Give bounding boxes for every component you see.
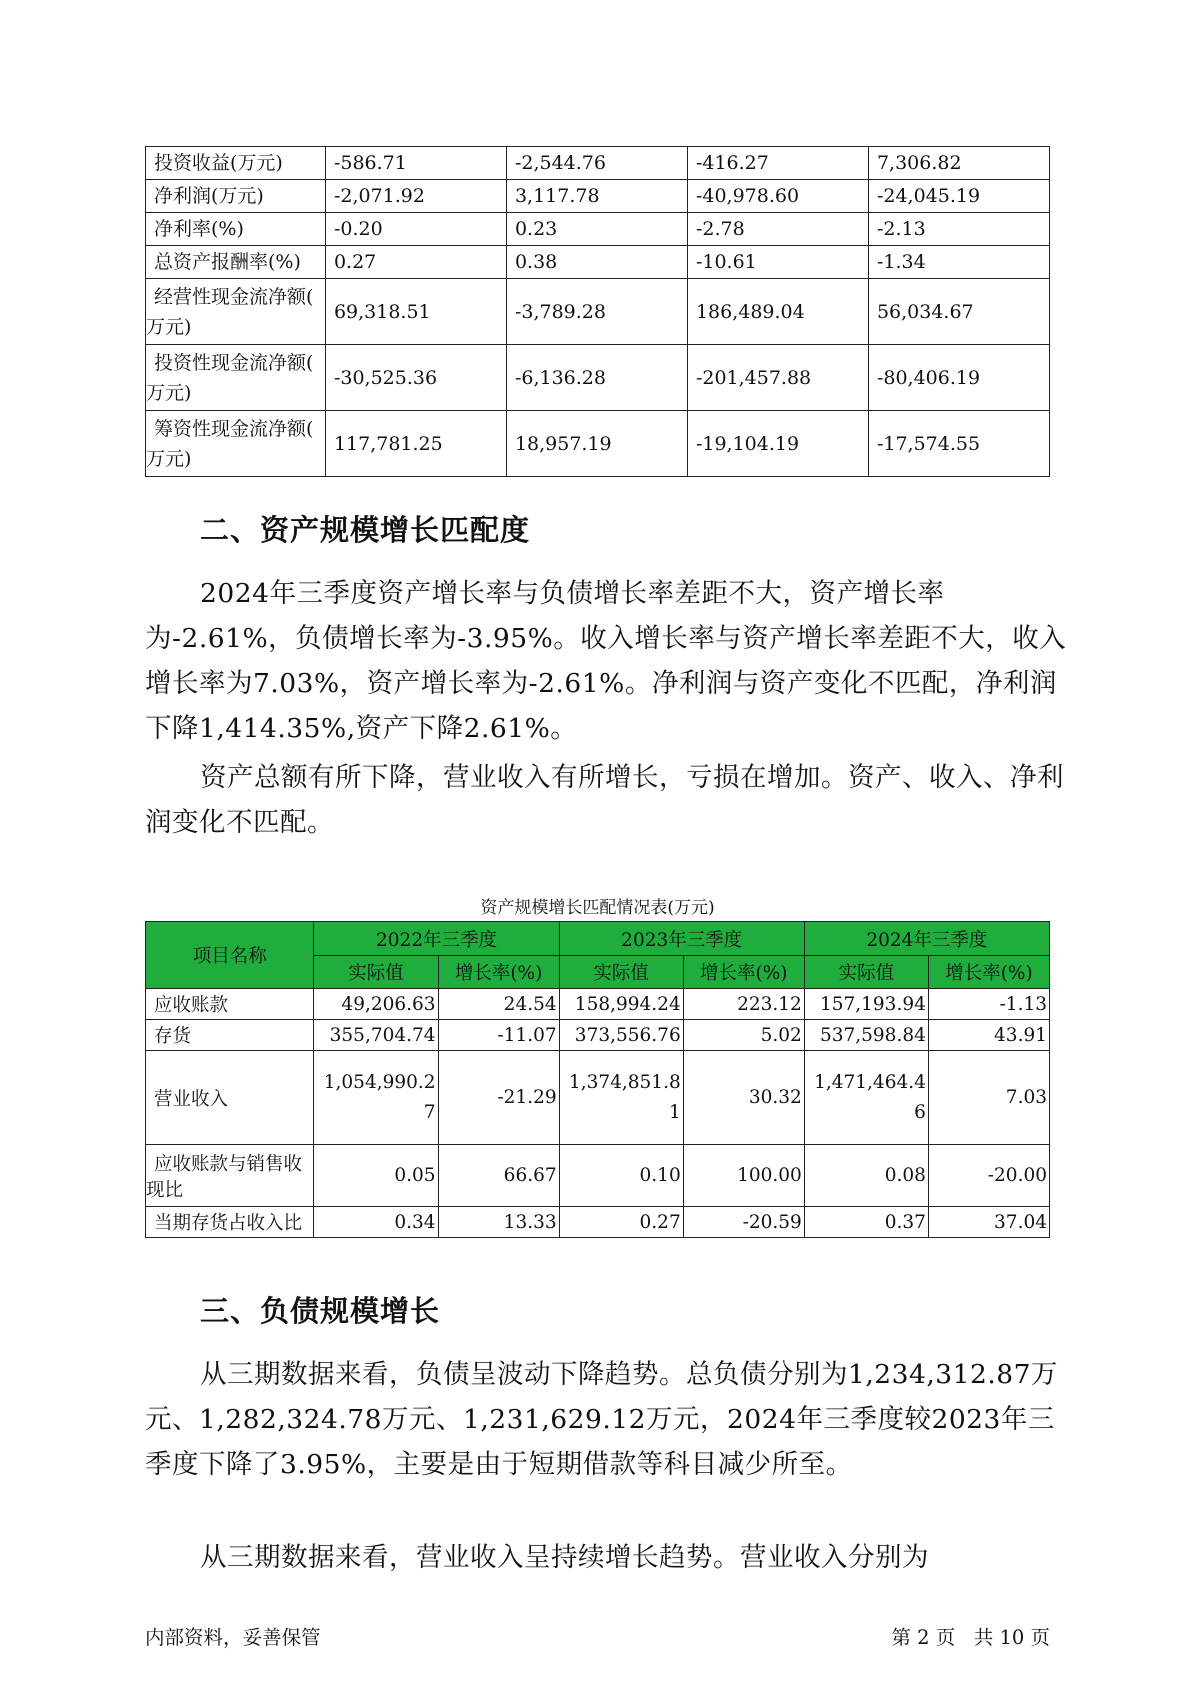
row-label-line2: 万元) [146,315,192,338]
value-cell: 69,318.51 [325,279,506,345]
value-cell: 56,034.67 [868,279,1049,345]
value-cell: -2.78 [687,213,868,246]
growth-rate-cell: -1.13 [928,989,1049,1020]
actual-value-cell: 158,994.24 [559,989,683,1020]
value-cell: -19,104.19 [687,411,868,477]
value-cell: -6,136.28 [506,345,687,411]
footer-page-number: 第 2 页 共 10 页 [891,1626,1050,1649]
value-cell: -3,789.28 [506,279,687,345]
paragraph-asset-growth-2: 资产总额有所下降，营业收入有所增长，亏损在增加。资产、收入、净利润变化不匹配。 [145,762,1064,838]
row-label: 当期存货占收入比 [146,1207,314,1238]
growth-rate-cell: -20.00 [928,1145,1049,1207]
row-label [146,1145,314,1207]
section-heading-asset-growth: 二、资产规模增长匹配度 [200,513,531,547]
value-cell: -416.27 [687,147,868,180]
value-cell: -24,045.19 [868,180,1049,213]
value-cell: -2,544.76 [506,147,687,180]
growth-rate-cell: 24.54 [438,989,559,1020]
table-row [146,345,1050,411]
actual-value-cell: 537,598.84 [804,1020,928,1051]
actual-value-cell: 0.08 [804,1145,928,1207]
growth-rate-cell: 13.33 [438,1207,559,1238]
asset-match-table [145,921,1050,1238]
header-period-2023: 2023年三季度 [559,922,804,956]
section-heading-liability-growth: 三、负债规模增长 [200,1294,441,1328]
row-label [146,411,326,477]
row-label [146,345,326,411]
header-growth: 增长率(%) [928,956,1049,989]
row-label-line1: 应收账款与销售收 [154,1153,303,1175]
actual-value-cell: 1,054,990.27 [314,1051,438,1145]
actual-value-cell: 0.10 [559,1145,683,1207]
table-row [146,989,1050,1020]
actual-value-cell: 373,556.76 [559,1020,683,1051]
value-cell: 7,306.82 [868,147,1049,180]
row-label: 营业收入 [146,1051,314,1145]
growth-rate-cell: -20.59 [683,1207,804,1238]
row-label: 应收账款 [146,989,314,1020]
row-label: 投资收益(万元) [146,147,326,180]
actual-value-cell: 0.34 [314,1207,438,1238]
actual-value-cell: 1,471,464.46 [804,1051,928,1145]
row-label-line2: 万元) [146,381,192,404]
value-cell: -201,457.88 [687,345,868,411]
actual-value-cell: 0.05 [314,1145,438,1207]
value-cell: -0.20 [325,213,506,246]
header-period-2022: 2022年三季度 [314,922,559,956]
growth-rate-cell: 5.02 [683,1020,804,1051]
table-row [146,1207,1050,1238]
actual-value-cell: 0.27 [559,1207,683,1238]
value-cell: -17,574.55 [868,411,1049,477]
row-label: 总资产报酬率(%) [146,246,326,279]
table-caption: 资产规模增长匹配情况表(万元) [480,898,715,918]
value-cell: 186,489.04 [687,279,868,345]
row-label-line2: 万元) [146,447,192,470]
value-cell: -30,525.36 [325,345,506,411]
value-cell: -80,406.19 [868,345,1049,411]
value-cell: -586.71 [325,147,506,180]
actual-value-cell: 0.37 [804,1207,928,1238]
value-cell: 3,117.78 [506,180,687,213]
paragraph-liability-growth-2: 从三期数据来看，营业收入呈持续增长趋势。营业收入分别为 [200,1542,929,1573]
paragraph-asset-growth-1: 2024年三季度资产增长率与负债增长率差距不大，资产增长率为-2.61%，负债增长率为-3.95%。收入增长率与资产增长率差距不大，收入增长率为7.03%，资产增长率为-2.61%。净利润与资产变化不匹配，净利润下降1,414.35%,资产下降2.61%。 [145,578,1067,744]
value-cell: -10.61 [687,246,868,279]
row-label-line1: 经营性现金流净额( [154,285,314,308]
table-row [146,180,1050,213]
actual-value-cell: 1,374,851.81 [559,1051,683,1145]
row-label-line2: 现比 [146,1179,184,1201]
growth-rate-cell: 66.67 [438,1145,559,1207]
value-cell: -1.34 [868,246,1049,279]
value-cell: 0.23 [506,213,687,246]
header-period-2024: 2024年三季度 [804,922,1049,956]
paragraph-liability-growth-1: 从三期数据来看，负债呈波动下降趋势。总负债分别为1,234,312.87万元、1,282,324.78万元、1,231,629.12万元，2024年三季度较2023年三季度下降了3.95%，主要是由于短期借款等科目减少所至。 [145,1359,1059,1480]
table-row [146,411,1050,477]
growth-rate-cell: 30.32 [683,1051,804,1145]
actual-value-cell: 49,206.63 [314,989,438,1020]
row-label [146,279,326,345]
growth-rate-cell: -11.07 [438,1020,559,1051]
table-row [146,1020,1050,1051]
row-label: 净利率(%) [146,213,326,246]
table-row [146,1145,1050,1207]
row-label-line1: 筹资性现金流净额( [154,417,314,440]
table-row [146,279,1050,345]
table-row [146,213,1050,246]
value-cell: -40,978.60 [687,180,868,213]
growth-rate-cell: 43.91 [928,1020,1049,1051]
growth-rate-cell: 100.00 [683,1145,804,1207]
growth-rate-cell: 223.12 [683,989,804,1020]
table-row [146,147,1050,180]
header-actual: 实际值 [314,956,438,989]
value-cell: 0.38 [506,246,687,279]
growth-rate-cell: 7.03 [928,1051,1049,1145]
value-cell: -2,071.92 [325,180,506,213]
financial-indicators-table [145,146,1050,477]
header-item-name: 项目名称 [146,922,314,989]
header-actual: 实际值 [559,956,683,989]
row-label-line1: 投资性现金流净额( [154,351,314,374]
row-label: 存货 [146,1020,314,1051]
row-label: 净利润(万元) [146,180,326,213]
growth-rate-cell: 37.04 [928,1207,1049,1238]
header-actual: 实际值 [804,956,928,989]
actual-value-cell: 157,193.94 [804,989,928,1020]
header-growth: 增长率(%) [438,956,559,989]
table-row [146,246,1050,279]
growth-rate-cell: -21.29 [438,1051,559,1145]
header-growth: 增长率(%) [683,956,804,989]
actual-value-cell: 355,704.74 [314,1020,438,1051]
value-cell: 18,957.19 [506,411,687,477]
value-cell: -2.13 [868,213,1049,246]
value-cell: 0.27 [325,246,506,279]
table-row [146,1051,1050,1145]
value-cell: 117,781.25 [325,411,506,477]
footer-confidential: 内部资料，妥善保管 [145,1626,321,1649]
